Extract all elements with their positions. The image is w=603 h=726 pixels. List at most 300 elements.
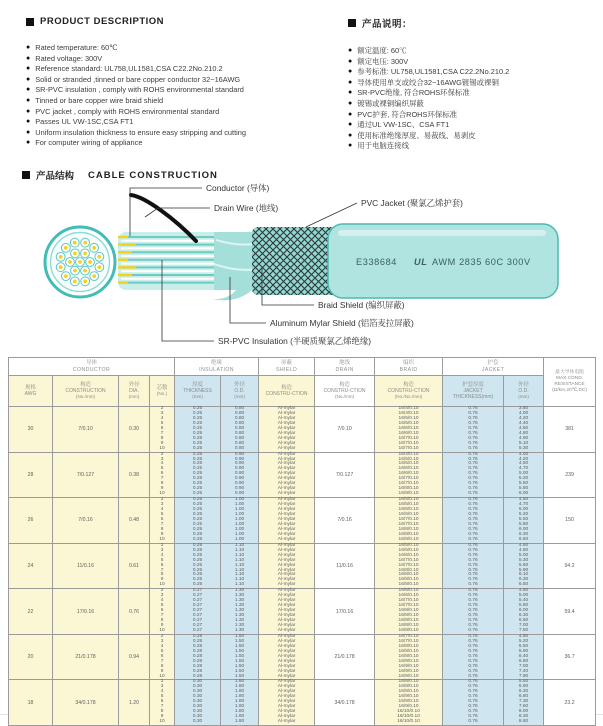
bullet-item [348,131,598,142]
cell-braid-construction-value: 16/7/0.10 [398,481,419,487]
group-header-cn: 屏蔽 [281,359,293,366]
cell-core-count-value: 7 [160,430,164,436]
cell-jacket-od-value: 4.50 [518,497,529,503]
cell-jacket-thickness-value: 0.76 [468,491,478,497]
cell-shield-construction-value: Al-mylar [277,497,296,503]
cell-insulation-od-value: 0.80 [234,435,245,441]
column-header-unit: (mm) [128,394,140,400]
bullet-item-text: SR-PVC绝缘, 符合ROHS环保标准 [357,88,470,98]
bullet-item [348,141,598,152]
cell-braid-construction-value: 16/10/0.10 [397,709,420,715]
cell-braid-construction-value: 16/7/0.10 [398,476,419,482]
cell-jacket-thickness-value: 0.76 [468,507,478,513]
resistance-header-cn: 最大导体电阻 [555,370,584,375]
cell-jacket-od-value: 4.50 [518,461,529,467]
cell-braid-construction-value: 16/10/0.10 [397,714,420,720]
cell-insulation-thickness [175,543,221,589]
cell-jacket-od-value: 4.70 [518,466,529,472]
cell-awg: 18 [9,680,53,726]
cell-shield-construction-value: Al-mylar [277,653,296,659]
cell-jacket-thickness-value: 0.76 [468,643,478,649]
cell-jacket-thickness-value: 0.76 [468,638,478,644]
cell-shield-construction-value: Al-mylar [277,536,296,542]
cell-braid-construction-value: 16/6/0.10 [398,507,419,513]
cell-jacket-od-value: 7.40 [518,668,529,674]
column-header-cn: 外径 [128,381,140,388]
cell-jacket-od-value: 6.00 [518,608,529,614]
cell-braid-construction [375,452,443,498]
cell-insulation-thickness-value: 0.27 [192,608,203,614]
cell-insulation-thickness-value: 0.30 [192,719,203,725]
bullet-item-text: 参考标准: UL758,UL1581,CSA C22.2No.210.2 [357,67,510,77]
cell-jacket-od-value: 5.30 [518,557,529,563]
cell-braid-construction-value: 16/8/0.10 [398,608,419,614]
column-header-unit: (No./mm) [334,394,355,400]
column-header [443,376,504,407]
cell-jacket-thickness-value: 0.76 [468,552,478,558]
cell-core-count-value: 3 [160,410,164,416]
cell-insulation-od-value: 0.90 [234,456,245,462]
cell-core-count-value: 5 [160,466,164,472]
cell-braid-construction-value: 16/9/0.10 [398,673,419,679]
cell-core-count-value: 5 [160,557,164,563]
cell-core-count-value: 9 [160,577,164,583]
cell-jacket-thickness-value: 0.76 [468,497,478,503]
cell-core-count-value: 2 [160,588,164,594]
cell-braid-construction-value: 16/8/0.10 [398,679,419,685]
cell-core-count-value: 6 [160,425,164,431]
bullet-item-text: PVC jacket , comply with ROHS environmental standard [35,106,220,116]
cell-shield-construction [259,634,315,680]
cell-shield-construction-value: Al-mylar [277,552,296,558]
cell-core-count-value: 8 [160,572,164,578]
column-header-unit: (No.) [156,391,168,396]
cell-insulation-thickness-value: 0.28 [192,648,203,654]
cell-jacket-od-value: 7.50 [518,627,529,633]
column-header-cn: 厚度 [192,381,203,388]
cell-core-count-value: 5 [160,648,164,654]
cell-jacket-thickness-value: 0.76 [468,618,478,624]
column-header-en: O.D. [234,387,245,394]
table-row-awg-18 [9,680,596,726]
circle-bullet-icon: ● [348,99,353,107]
bare-conductor-tip [118,266,136,268]
cell-insulation-thickness-value: 0.25 [192,435,203,441]
cell-awg: 26 [9,498,53,544]
group-header-cn: 地线 [339,359,351,366]
cell-insulation-thickness-value: 0.28 [192,643,203,649]
cell-jacket-od-value: 6.30 [518,613,529,619]
cell-insulation-thickness-value: 0.25 [192,440,203,446]
cell-conductor-construction: 7/0.16 [53,498,119,544]
cell-shield-construction-value: Al-mylar [277,445,296,451]
cell-jacket-od-value: 6.00 [518,526,529,532]
cell-insulation-od-value: 0.80 [234,420,245,426]
column-header-cn: 芯数 [156,384,168,391]
cell-shield-construction-value: Al-mylar [277,709,296,715]
column-header-en: THICKNESS [183,387,212,394]
square-bullet-icon [22,171,30,179]
cell-jacket-thickness-value: 0.76 [468,425,478,431]
cell-jacket-od [504,680,544,726]
cell-conductor-construction: 34/0.178 [53,680,119,726]
cell-jacket-thickness-value: 0.76 [468,704,478,710]
circle-bullet-icon: ● [26,54,31,62]
cell-conductor-construction: 21/0.178 [53,634,119,680]
wire-core-dot [59,265,63,269]
bullet-item-text: PVC护套, 符合ROHS环保标准 [357,109,458,119]
cell-insulation-thickness-value: 0.25 [192,406,203,411]
resistance-header-unit: (Ω/km,20℃,DC) [552,388,587,393]
cell-braid-construction-value: 16/9/0.10 [398,663,419,669]
cell-jacket-od-value: 4.00 [518,451,529,457]
group-header-en: JACKET [481,366,505,373]
cell-jacket-thickness-value: 0.76 [468,622,478,628]
resistance-header-en: MAX.COND. RESISTANCE [554,376,585,387]
bullet-item [348,46,598,57]
cell-insulation-od-value: 1.80 [234,679,245,685]
cell-jacket-thickness-value: 0.76 [468,430,478,436]
cell-core-count-value: 2 [160,497,164,503]
group-header-en: INSULATION [199,366,234,373]
cell-core-count-value: 10 [159,536,165,542]
cell-braid-construction-value: 16/8/0.10 [398,684,419,690]
column-header-en: JACKET THICKNESS(mm) [452,387,494,401]
cell-insulation-thickness-value: 0.30 [192,694,203,700]
cell-jacket-od-value: 7.30 [518,699,529,705]
cell-insulation-thickness-value: 0.25 [192,497,203,503]
cell-core-count-value: 7 [160,521,164,527]
cell-jacket-od [504,452,544,498]
cell-braid-construction-value: 16/9/0.10 [398,668,419,674]
cell-jacket-thickness-value: 0.76 [468,608,478,614]
cell-core-count [150,498,175,544]
cell-max-resistance: 59.4 [544,589,596,635]
bullet-item [26,117,331,128]
bare-conductor-tip [118,236,128,238]
bullet-item-text: 使用标准绝缘厚度、易裁线、易剥皮 [357,130,476,140]
cell-insulation-thickness-value: 0.25 [192,471,203,477]
cell-core-count-value: 4 [160,461,164,467]
cell-braid-construction-value: 16/8/0.10 [398,618,419,624]
cell-shield-construction-value: Al-mylar [277,638,296,644]
cell-jacket-od-value: 3.80 [518,406,529,411]
cell-drain-construction: 7/0.10 [315,407,375,453]
cell-braid-construction-value: 16/8/0.10 [398,648,419,654]
cell-core-count-value: 5 [160,694,164,700]
cell-insulation-thickness [175,680,221,726]
cell-braid-construction [375,543,443,589]
cell-jacket-thickness-value: 0.76 [468,526,478,532]
cell-shield-construction-value: Al-mylar [277,451,296,457]
group-header-en: DRAIN [335,366,354,373]
product-description-cn [348,16,598,152]
cell-jacket-od-value: 4.60 [518,425,529,431]
cell-core-count-value: 8 [160,526,164,532]
cell-jacket-od-value: 6.80 [518,658,529,664]
cell-jacket-od-value: 5.20 [518,638,529,644]
cell-shield-construction-value: Al-mylar [277,658,296,664]
pvc-jacket-section [328,224,558,298]
cell-insulation-od [221,680,259,726]
bare-conductor-tip [118,243,136,245]
cell-jacket-thickness-value: 0.76 [468,588,478,594]
cell-core-count [150,680,175,726]
cell-shield-construction-value: Al-mylar [277,466,296,472]
cell-jacket-thickness-value: 0.76 [468,410,478,416]
cell-insulation-thickness-value: 0.25 [192,582,203,588]
cell-jacket-thickness-value: 0.76 [468,435,478,441]
product-description-cn-title [348,16,598,30]
cell-insulation-od-value: 1.50 [234,643,245,649]
cell-jacket-thickness-value: 0.76 [468,415,478,421]
cell-core-count-value: 4 [160,415,164,421]
cell-jacket-thickness [443,543,504,589]
cell-insulation-od-value: 1.30 [234,603,245,609]
cell-braid-construction-value: 16/6/0.10 [398,552,419,558]
table-row-awg-22 [9,589,596,635]
cell-jacket-thickness-value: 0.76 [468,406,478,411]
circle-bullet-icon: ● [348,68,353,76]
product-description-title-text: PRODUCT DESCRIPTION [40,16,165,27]
cell-jacket-od-value: 5.80 [518,486,529,492]
cell-core-count [150,452,175,498]
cell-insulation-thickness-value: 0.30 [192,679,203,685]
cell-insulation-od-value: 0.90 [234,471,245,477]
cell-insulation-thickness-value: 0.25 [192,552,203,558]
cell-shield-construction-value: Al-mylar [277,673,296,679]
cell-jacket-thickness-value: 0.76 [468,648,478,654]
cell-braid-construction-value: 16/7/0.10 [398,562,419,568]
bullet-item [348,78,598,89]
cell-insulation-thickness-value: 0.27 [192,603,203,609]
cell-insulation-od-value: 1.10 [234,567,245,573]
cell-jacket-thickness-value: 0.76 [468,684,478,690]
cell-core-count-value: 4 [160,689,164,695]
cell-shield-construction-value: Al-mylar [277,440,296,446]
cell-core-count-value: 8 [160,435,164,441]
cell-insulation-thickness-value: 0.27 [192,593,203,599]
column-header [53,376,119,407]
cell-insulation-thickness-value: 0.25 [192,512,203,518]
cell-core-count-value: 10 [159,582,165,588]
group-header-cn: 编织 [403,359,415,366]
cell-jacket-od-value: 6.00 [518,491,529,497]
cell-jacket-thickness-value: 0.76 [468,547,478,553]
product-description-title [26,16,331,27]
cell-insulation-od-value: 1.30 [234,598,245,604]
cell-braid-construction-value: 16/6/0.10 [398,593,419,599]
wire-core-dot [83,241,87,245]
cell-jacket-thickness-value: 0.76 [468,653,478,659]
cell-insulation-thickness-value: 0.25 [192,451,203,457]
cell-insulation-od [221,589,259,635]
cell-shield-construction [259,589,315,635]
circle-bullet-icon: ● [26,128,31,136]
ul-recognized-mark-icon: UL [414,257,428,267]
cell-braid-construction-value: 16/8/0.10 [398,627,419,633]
cell-awg: 24 [9,543,53,589]
cell-insulation-od-value: 0.80 [234,415,245,421]
cell-braid-construction-value: 16/7/0.10 [398,521,419,527]
cell-insulation-od-value: 1.80 [234,704,245,710]
cell-insulation-thickness-value: 0.25 [192,466,203,472]
cell-insulation-od-value: 0.90 [234,476,245,482]
cell-shield-construction [259,680,315,726]
cell-awg: 22 [9,589,53,635]
cell-insulation-thickness-value: 0.30 [192,704,203,710]
cell-core-count-value: 9 [160,668,164,674]
cell-braid-construction [375,498,443,544]
cell-jacket-thickness-value: 0.76 [468,456,478,462]
bullet-item [26,75,331,86]
cell-insulation-od-value: 0.90 [234,461,245,467]
cell-jacket-thickness-value: 0.76 [468,679,478,685]
cell-shield-construction-value: Al-mylar [277,461,296,467]
cell-jacket-od [504,498,544,544]
cell-insulation-od-value: 1.80 [234,709,245,715]
cell-braid-construction-value: 16/8/0.10 [398,572,419,578]
cell-braid-construction-value: 16/9/0.10 [398,699,419,705]
circle-bullet-icon: ● [26,44,31,51]
cell-insulation-thickness-value: 0.25 [192,557,203,563]
cell-jacket-od-value: 6.30 [518,689,529,695]
cell-conductor-dia: 0.94 [119,634,150,680]
cell-jacket-od-value: 4.80 [518,547,529,553]
cell-shield-construction-value: Al-mylar [277,668,296,674]
column-header-cn: 构造 [403,381,414,388]
cell-core-count-value: 6 [160,608,164,614]
bullet-item [26,64,331,75]
circle-bullet-icon: ● [26,65,31,73]
cell-jacket-od-value: 5.20 [518,512,529,518]
bullet-item [26,107,331,118]
cell-jacket-thickness-value: 0.76 [468,673,478,679]
cell-insulation-od-value: 0.90 [234,491,245,497]
column-header-en: DIA. [129,387,139,394]
cell-core-count-value: 3 [160,456,164,462]
cell-insulation-thickness [175,634,221,680]
cell-jacket-od-value: 5.80 [518,521,529,527]
cell-braid-construction-value: 16/8/0.10 [398,653,419,659]
cell-insulation-thickness-value: 0.25 [192,486,203,492]
cell-jacket-thickness-value: 0.76 [468,598,478,604]
cell-jacket-thickness-value: 0.76 [468,603,478,609]
cell-max-resistance: 150 [544,498,596,544]
cell-shield-construction-value: Al-mylar [277,456,296,462]
cell-jacket-od-value: 5.00 [518,507,529,513]
cell-insulation-thickness-value: 0.25 [192,415,203,421]
wire-core-dot [59,255,63,259]
group-header-drain [315,358,375,376]
cell-braid-construction-value: 16/5/0.10 [398,497,419,503]
wire-core-dot [83,279,87,283]
cell-jacket-od-value: 5.00 [518,593,529,599]
cell-jacket-od-value: 5.90 [518,648,529,654]
cell-jacket-od-value: 4.40 [518,420,529,426]
cell-insulation-thickness-value: 0.25 [192,456,203,462]
cell-core-count-value: 10 [159,491,165,497]
cell-jacket-od-value: 8.60 [518,719,529,725]
cell-shield-construction-value: Al-mylar [277,714,296,720]
bullet-item-text: 额定温度: 60℃ [357,46,407,55]
cell-insulation-od-value: 1.10 [234,577,245,583]
cell-braid-construction-value: 16/9/0.10 [398,704,419,710]
cell-insulation-thickness-value: 0.25 [192,410,203,416]
cell-insulation-od-value: 1.50 [234,638,245,644]
cell-braid-construction-value: 16/7/0.10 [398,440,419,446]
bullet-item [26,128,331,139]
spec-header-sub-row [9,376,596,407]
bare-conductor-tip [118,274,132,276]
product-description-cn-title-text: 产品说明： [362,19,413,30]
cell-insulation-od-value: 0.80 [234,410,245,416]
cell-shield-construction-value: Al-mylar [277,547,296,553]
cell-insulation-od [221,634,259,680]
cell-jacket-od [504,634,544,680]
wire-core-dot [97,255,101,259]
cell-insulation-od-value: 0.90 [234,466,245,472]
cell-conductor-dia: 0.48 [119,498,150,544]
bullet-item-text: Rated voltage: 300V [35,53,103,63]
cell-insulation-thickness-value: 0.25 [192,531,203,537]
cell-shield-construction-value: Al-mylar [277,613,296,619]
cell-core-count-value: 5 [160,603,164,609]
cell-jacket-thickness-value: 0.76 [468,445,478,451]
cell-shield-construction-value: Al-mylar [277,406,296,411]
cell-insulation-od-value: 1.10 [234,557,245,563]
cell-insulation-thickness-value: 0.25 [192,425,203,431]
cell-core-count-value: 6 [160,653,164,659]
cell-insulation-thickness-value: 0.28 [192,673,203,679]
cell-core-count [150,407,175,453]
group-header-en: SHIELD [275,366,298,373]
cell-insulation-od [221,407,259,453]
cell-core-count-value: 8 [160,618,164,624]
cell-insulation-od-value: 1.80 [234,694,245,700]
cell-insulation-thickness-value: 0.28 [192,668,203,674]
cell-drain-construction: 7/0.127 [315,452,375,498]
wire-core-dot [64,246,68,250]
cell-jacket-thickness-value: 0.76 [468,582,478,588]
cell-insulation-od-value: 1.00 [234,512,245,518]
circle-bullet-icon: ● [26,107,31,115]
cell-shield-construction-value: Al-mylar [277,512,296,518]
cell-shield-construction-value: Al-mylar [277,588,296,594]
cell-jacket-od-value: 6.50 [518,582,529,588]
cell-core-count-value: 2 [160,406,164,411]
cell-core-count-value: 2 [160,679,164,685]
cell-insulation-thickness-value: 0.30 [192,684,203,690]
column-header-unit: (mm) [518,394,529,400]
wire-core-dot [73,279,77,283]
cell-jacket-thickness-value: 0.76 [468,502,478,508]
circle-bullet-icon: ● [26,139,31,147]
cell-core-count-value: 6 [160,562,164,568]
cell-insulation-od-value: 0.80 [234,445,245,451]
column-header [375,376,443,407]
cell-braid-construction-value: 16/7/0.10 [398,557,419,563]
cell-shield-construction-value: Al-mylar [277,627,296,633]
cell-shield-construction-value: Al-mylar [277,420,296,426]
column-header [175,376,221,407]
label-sr-pvc-insulation: SR-PVC Insulation (半硬质聚氯乙烯绝缘) [218,336,372,346]
cell-braid-construction-value: 16/7/0.10 [398,516,419,522]
cell-braid-construction-value: 16/8/0.10 [398,689,419,695]
column-header-en: CONSTRU-CTION [265,391,308,397]
bullet-item-text: 镀锡或裸铜编织屏蔽 [357,98,424,108]
column-header-en: AWG [24,391,37,397]
